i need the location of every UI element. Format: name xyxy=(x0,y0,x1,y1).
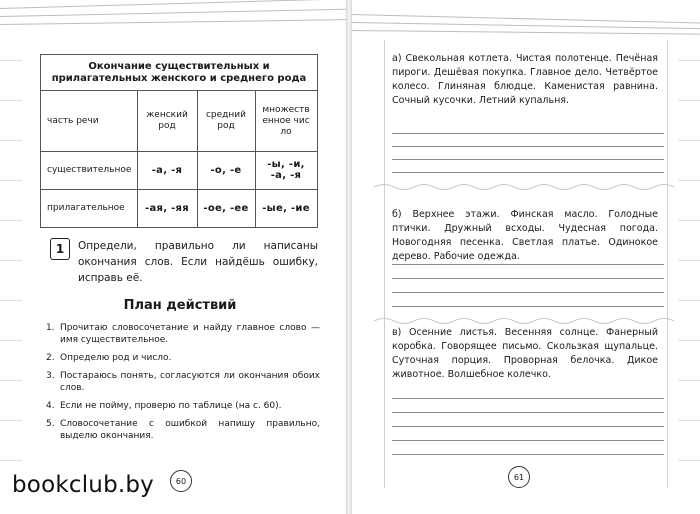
list-item: 2. Определю род и число. xyxy=(46,353,172,363)
table-cell: -ая, -яя xyxy=(145,202,189,214)
top-border-decoration xyxy=(352,8,700,36)
table-header-cell: часть речи xyxy=(47,115,99,126)
table-cell: -о, -е xyxy=(210,164,242,176)
table-cell: -а, -я xyxy=(151,164,183,176)
exercise-section-c: в) Осенние листья. Весенняя солнце. Фанерный коробка. Говорящее письмо. Скользкая щупальце. Суточная порция. Проворная белочка. Дикое животное. Волшебное колечко. xyxy=(392,327,658,380)
top-border-decoration xyxy=(0,8,346,36)
list-item: 1. Прочитаю словосочетание и найду главное слово — имя существительное. xyxy=(46,323,320,345)
right-margin-decoration xyxy=(678,40,700,494)
list-item: 3. Постараюсь понять, согласуются ли окончания обоих слов. xyxy=(46,371,320,393)
table-header-cell: множественное число xyxy=(262,104,310,137)
table-header-cell: средний род xyxy=(205,110,246,131)
list-item: 5. Словосочетание с ошибкой напишу правильно, выделю окончания. xyxy=(46,419,320,441)
exercise-section-b: б) Верхнее этажи. Финская масло. Голодные птички. Дружный всходы. Чудесная погода. Новогодняя песенка. Светлая платье. Одинокое дерево. Рабочие одежда. xyxy=(392,209,658,262)
plan-title: План действий xyxy=(123,298,237,313)
endings-table xyxy=(40,54,318,228)
table-header-cell: женский род xyxy=(146,110,188,131)
table-title: Окончание существительных и прилагательных женского и среднего рода xyxy=(41,55,317,91)
table-cell: прилагательное xyxy=(47,202,125,213)
task-instruction: Определи, правильно ли написаны окончания слов. Если найдёшь ошибку, исправь её. xyxy=(78,240,318,284)
table-cell: -ые, -ие xyxy=(262,202,310,214)
table-cell: -ы, -и, -а, -я xyxy=(267,159,305,181)
plan-steps-list xyxy=(46,322,320,448)
left-margin-decoration xyxy=(0,40,22,494)
watermark: bookclub.by xyxy=(12,472,154,498)
table-cell: существительное xyxy=(47,164,132,175)
page-number-right: 61 xyxy=(508,466,530,488)
page-number-left: 60 xyxy=(170,470,192,492)
task-number-badge: 1 xyxy=(50,238,70,260)
table-cell: -ое, -ее xyxy=(203,202,249,214)
section-divider xyxy=(374,182,674,192)
exercise-section-a: а) Свекольная котлета. Чистая полотенце. Печёная пироги. Дешёвая покупка. Главное дело. Четвёртое колесо. Глиняная блюдце. Каменистая равнина. Сочный кусочки. Летний купальня. xyxy=(392,53,658,106)
section-divider xyxy=(374,316,674,326)
list-item: 4. Если не пойму, проверю по таблице (на с. 60). xyxy=(46,401,282,411)
